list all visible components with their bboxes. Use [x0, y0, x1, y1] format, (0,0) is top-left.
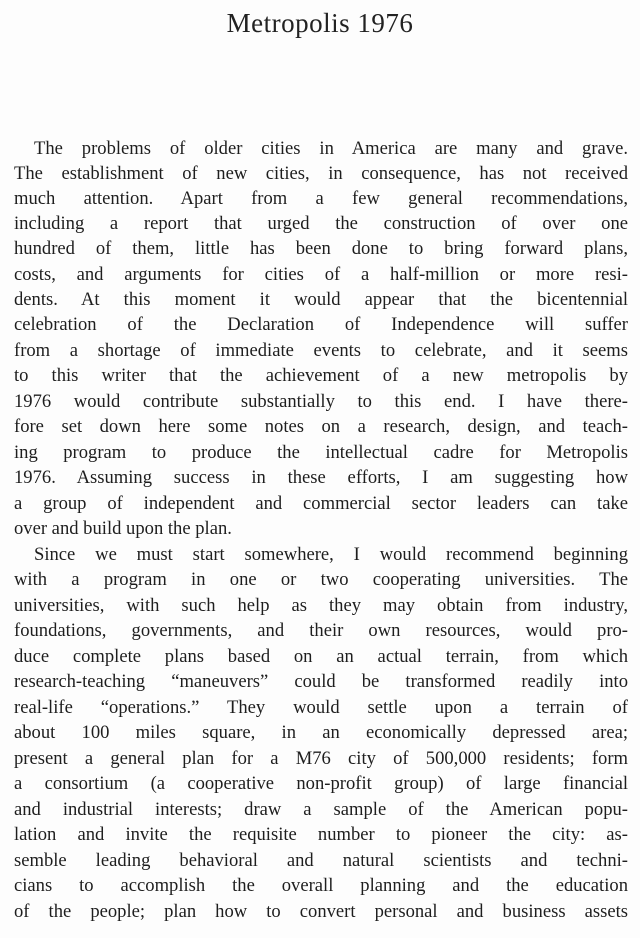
- text-line: hundred of them, little has been done to bring forward plans,: [14, 238, 628, 259]
- text-line: research-teaching “maneuvers” could be transformed readily into: [14, 671, 628, 692]
- text-line: about 100 miles square, in an economically depressed area;: [14, 722, 628, 743]
- text-line: lation and invite the requisite number to pioneer the city: as-: [14, 824, 628, 845]
- page-title: Metropolis 1976: [226, 8, 414, 38]
- text-line: present a general plan for a M76 city of 500,000 residents; form: [14, 748, 628, 769]
- text-line: Since we must start somewhere, I would recommend beginning: [34, 544, 628, 565]
- text-line: a group of independent and commercial sector leaders can take: [14, 493, 628, 514]
- text-line: ing program to produce the intellectual cadre for Metropolis: [14, 442, 628, 463]
- text-line: duce complete plans based on an actual terrain, from which: [14, 646, 628, 667]
- text-line: a consortium (a cooperative non-profit group) of large financial: [14, 773, 628, 794]
- text-line: over and build upon the plan.: [14, 518, 232, 539]
- text-line: to this writer that the achievement of a new metropolis by: [14, 365, 628, 386]
- text-line: dents. At this moment it would appear that the bicentennial: [14, 289, 628, 310]
- text-line: of the people; plan how to convert personal and business assets: [14, 901, 628, 922]
- text-line: The establishment of new cities, in consequence, has not received: [14, 163, 628, 184]
- text-line: cians to accomplish the overall planning and the education: [14, 875, 628, 896]
- text-line: including a report that urged the construction of over one: [14, 213, 628, 234]
- text-line: much attention. Apart from a few general recommendations,: [14, 188, 628, 209]
- text-line: celebration of the Declaration of Independence will suffer: [14, 314, 628, 335]
- text-line: with a program in one or two cooperating universities. The: [14, 569, 628, 590]
- text-line: costs, and arguments for cities of a half-million or more resi-: [14, 264, 628, 285]
- text-line: 1976 would contribute substantially to this end. I have there-: [14, 391, 628, 412]
- text-line: and industrial interests; draw a sample of the American popu-: [14, 799, 628, 820]
- text-line: from a shortage of immediate events to celebrate, and it seems: [14, 340, 628, 361]
- text-line: The problems of older cities in America are many and grave.: [34, 138, 628, 159]
- text-line: semble leading behavioral and natural scientists and techni-: [14, 850, 628, 871]
- text-line: fore set down here some notes on a research, design, and teach-: [14, 416, 628, 437]
- text-line: 1976. Assuming success in these efforts, I am suggesting how: [14, 467, 628, 488]
- text-line: universities, with such help as they may obtain from industry,: [14, 595, 628, 616]
- text-line: real-life “operations.” They would settle upon a terrain of: [14, 697, 628, 718]
- text-line: foundations, governments, and their own resources, would pro-: [14, 620, 628, 641]
